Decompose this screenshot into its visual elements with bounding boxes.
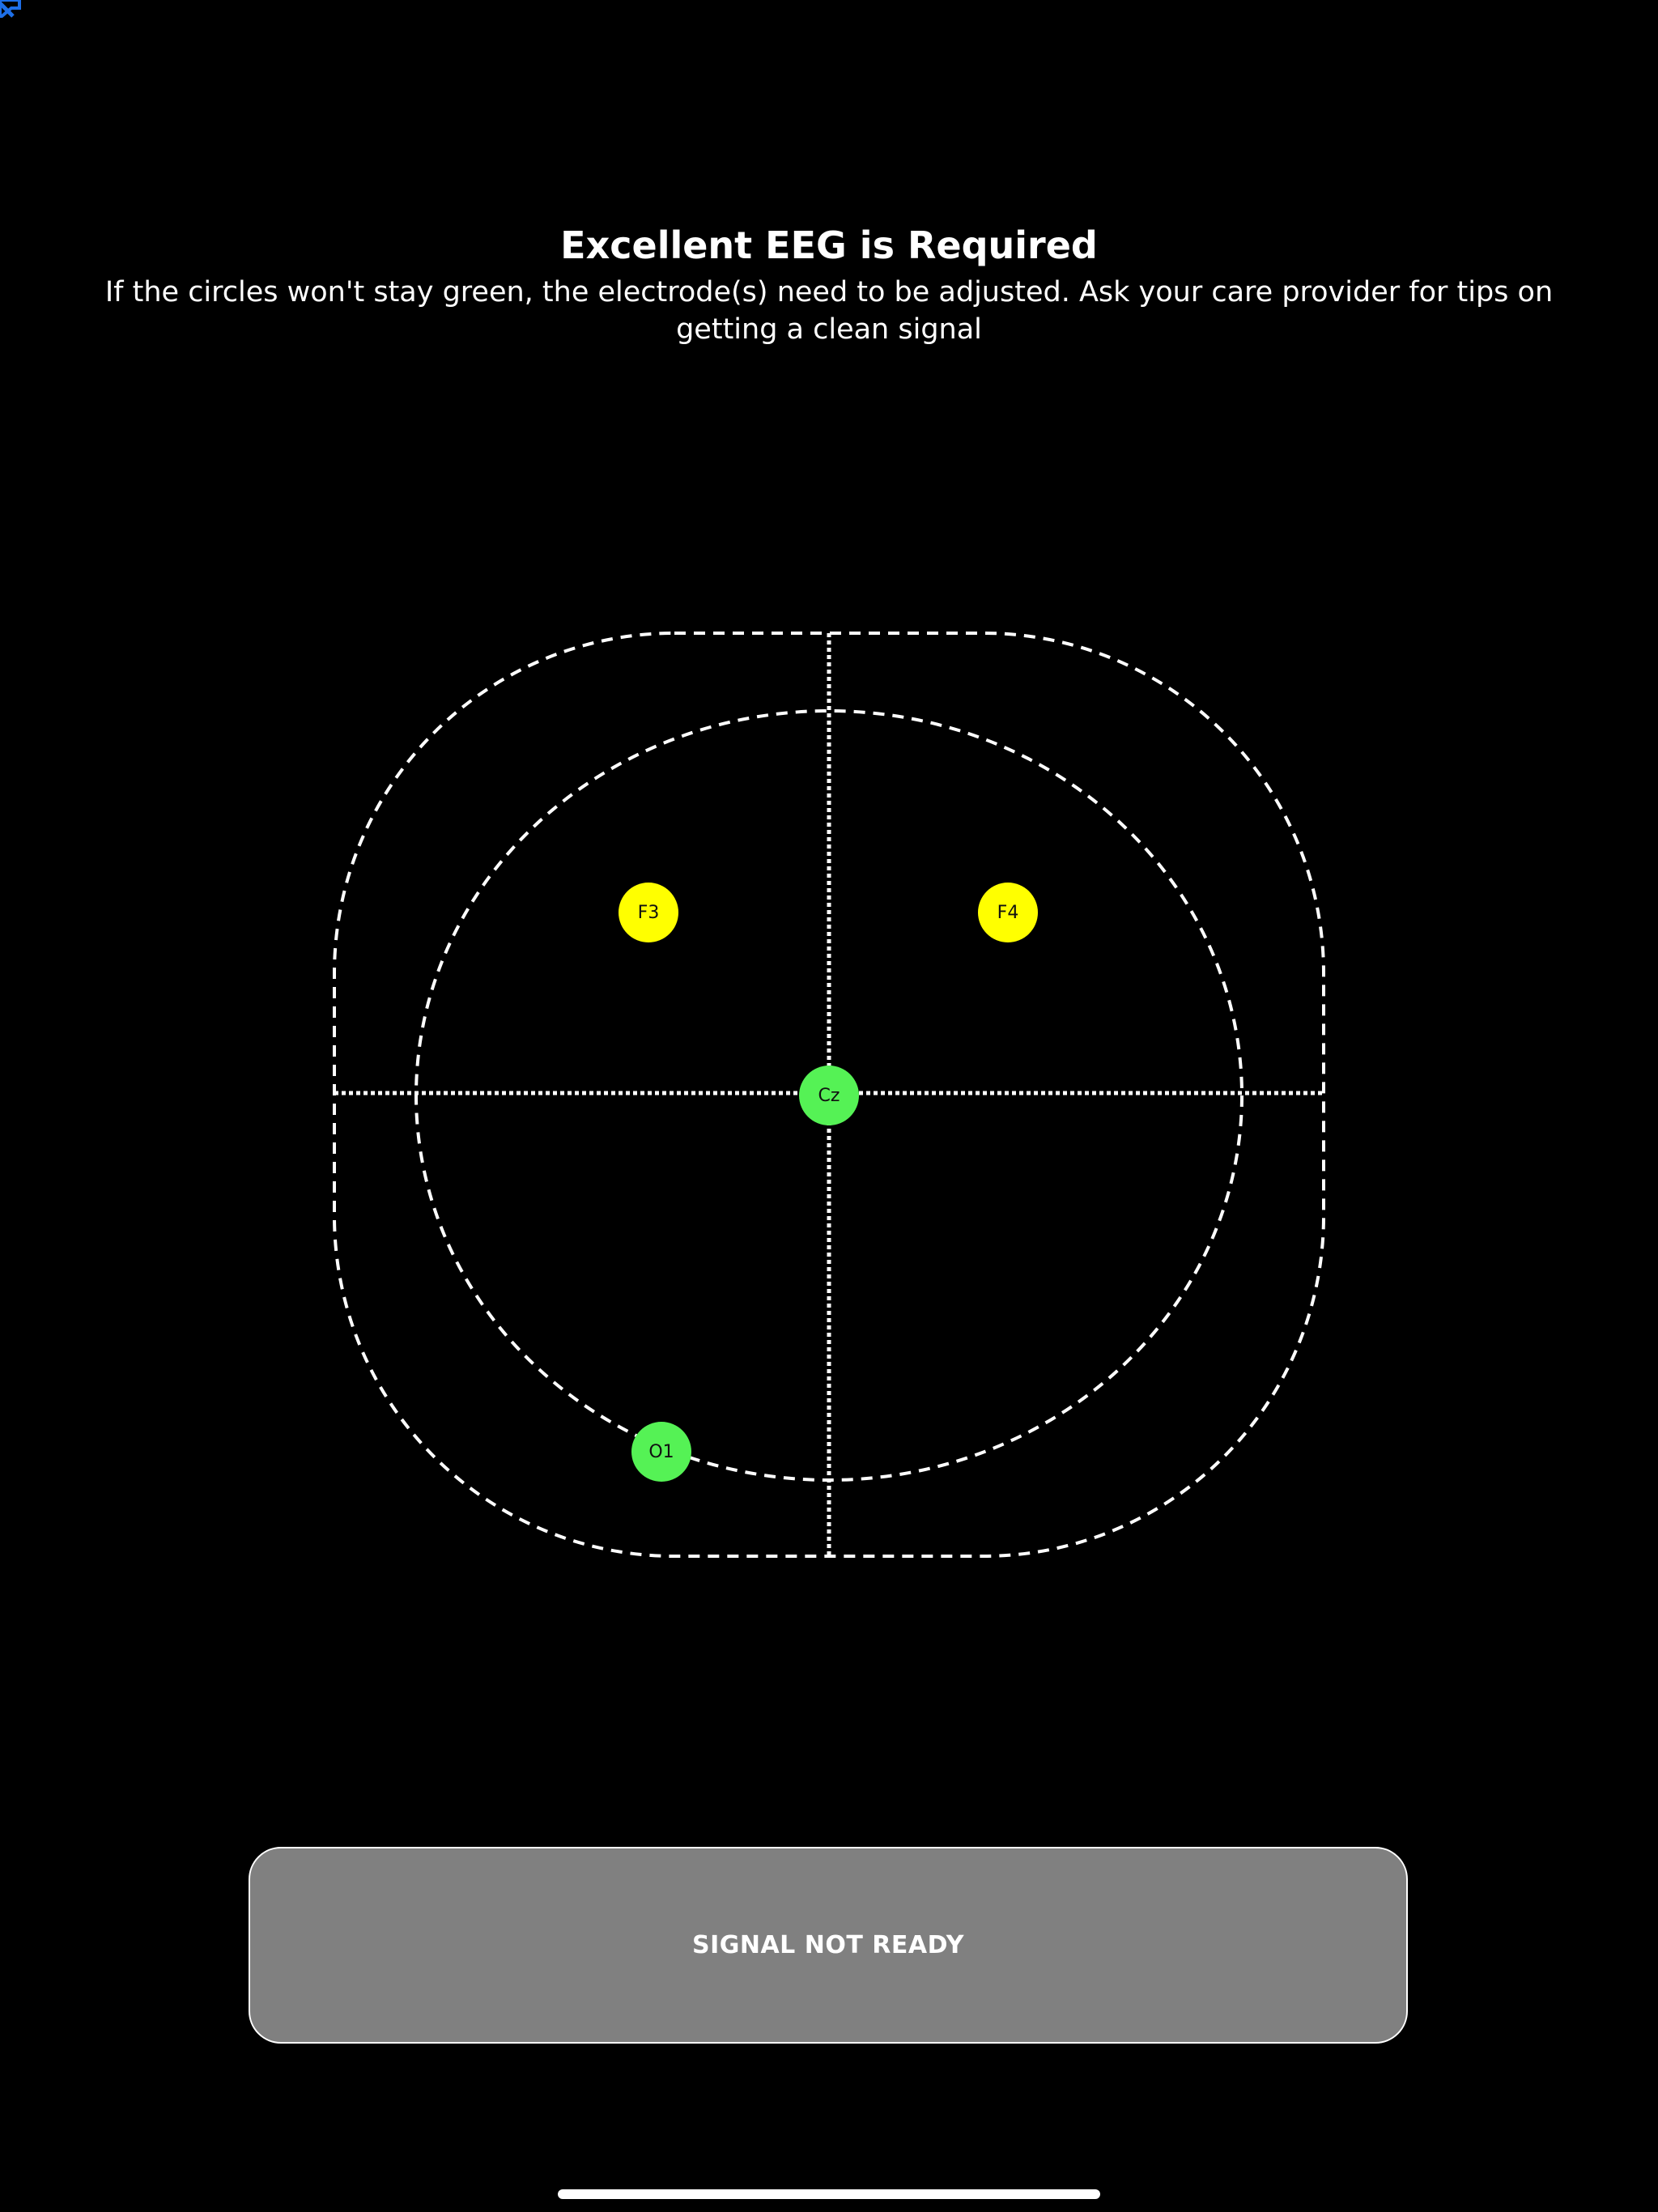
electrode-f4[interactable]: F4 [978, 883, 1038, 942]
instructions-text: If the circles won't stay green, the electrode(s) need to be adjusted. Ask your care provider for tips on getting a clean signal [104, 276, 1554, 346]
electrode-head-diagram [324, 622, 1334, 1561]
signal-button-label: SIGNAL NOT READY [691, 1931, 965, 1959]
home-indicator[interactable] [558, 2189, 1100, 2199]
electrode-f3[interactable]: F3 [619, 883, 678, 942]
page-title: Excellent EEG is Required [560, 223, 1098, 267]
signal-not-ready-button[interactable] [249, 1847, 1408, 2044]
corner-marker-icon [0, 0, 21, 18]
electrode-o1[interactable]: O1 [631, 1422, 691, 1482]
instructions-header [65, 217, 1593, 348]
electrode-cz[interactable]: Cz [799, 1066, 859, 1125]
